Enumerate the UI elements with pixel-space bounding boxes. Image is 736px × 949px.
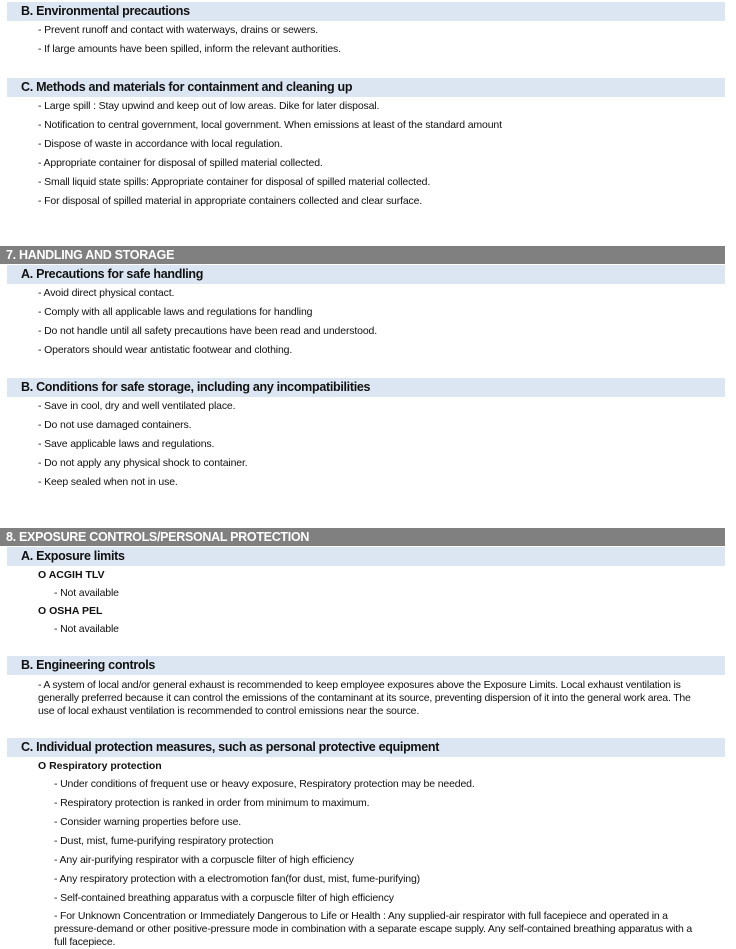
list-item: - Small liquid state spills: Appropriate container for disposal of spilled material collected. [38, 176, 431, 188]
list-item: - Under conditions of frequent use or heavy exposure, Respiratory protection may be needed. [54, 778, 475, 790]
exposure-limits-heading: A. Exposure limits [7, 547, 725, 566]
list-item: - Do not use damaged containers. [38, 419, 192, 431]
list-item: - Operators should wear antistatic footwear and clothing. [38, 344, 293, 356]
list-item: - If large amounts have been spilled, inform the relevant authorities. [38, 43, 341, 55]
list-item: - Appropriate container for disposal of spilled material collected. [38, 157, 323, 169]
engineering-controls-heading: B. Engineering controls [7, 656, 725, 675]
list-item: - Comply with all applicable laws and regulations for handling [38, 306, 313, 318]
safe-handling-heading: A. Precautions for safe handling [7, 265, 725, 284]
containment-heading: C. Methods and materials for containment and cleaning up [7, 78, 725, 97]
ppe-heading: C. Individual protection measures, such as personal protective equipment [7, 738, 725, 757]
acgih-value: - Not available [54, 587, 119, 599]
env-precautions-heading: B. Environmental precautions [7, 2, 725, 21]
safe-storage-heading: B. Conditions for safe storage, including any incompatibilities [7, 378, 725, 397]
list-item: - Save in cool, dry and well ventilated place. [38, 400, 236, 412]
list-item: - Self-contained breathing apparatus with a corpuscle filter of high efficiency [54, 892, 394, 904]
engineering-controls-text: - A system of local and/or general exhaust is recommended to keep employee exposures above the Exposure Limits. Local exhaust ventilation is generally preferred because it can control the emissions of the contaminant at its source, preventing dispersion of it into the general work area. The use of local exhaust ventilation is recommended to control emissions near the source. [38, 679, 691, 717]
list-item: - Avoid direct physical contact. [38, 287, 175, 299]
list-item: - Dispose of waste in accordance with local regulation. [38, 138, 283, 150]
list-item: - Do not apply any physical shock to container. [38, 457, 248, 469]
list-item: - Any air-purifying respirator with a corpuscle filter of high efficiency [54, 854, 354, 866]
acgih-label: O ACGIH TLV [38, 569, 105, 581]
osha-label: O OSHA PEL [38, 605, 103, 617]
list-item: - Any respiratory protection with a electromotion fan(for dust, mist, fume-purifying) [54, 873, 420, 885]
list-item: - Prevent runoff and contact with waterways, drains or sewers. [38, 24, 318, 36]
list-item: - Dust, mist, fume-purifying respiratory protection [54, 835, 274, 847]
list-item: - Do not handle until all safety precautions have been read and understood. [38, 325, 377, 337]
section-8-heading: 8. EXPOSURE CONTROLS/PERSONAL PROTECTION [0, 528, 725, 546]
respiratory-label: O Respiratory protection [38, 760, 162, 772]
list-item: - Respiratory protection is ranked in order from minimum to maximum. [54, 797, 370, 809]
section-7-heading: 7. HANDLING AND STORAGE [0, 246, 725, 264]
list-item: - Notification to central government, local government. When emissions at least of the standard amount [38, 119, 502, 131]
list-item: - For disposal of spilled material in appropriate containers collected and clear surface. [38, 195, 423, 207]
idlh-respirator-text: - For Unknown Concentration or Immediately Dangerous to Life or Health : Any supplied-air respirator with full facepiece and operated in a pressure-demand or other positive-pressure mode in combination with a separate escape supply. Any self-contained breathing apparatus with a full facepiece. [54, 910, 692, 948]
osha-value: - Not available [54, 623, 119, 635]
list-item: - Consider warning properties before use. [54, 816, 242, 828]
list-item: - Keep sealed when not in use. [38, 476, 178, 488]
list-item: - Save applicable laws and regulations. [38, 438, 215, 450]
list-item: - Large spill : Stay upwind and keep out of low areas. Dike for later disposal. [38, 100, 380, 112]
